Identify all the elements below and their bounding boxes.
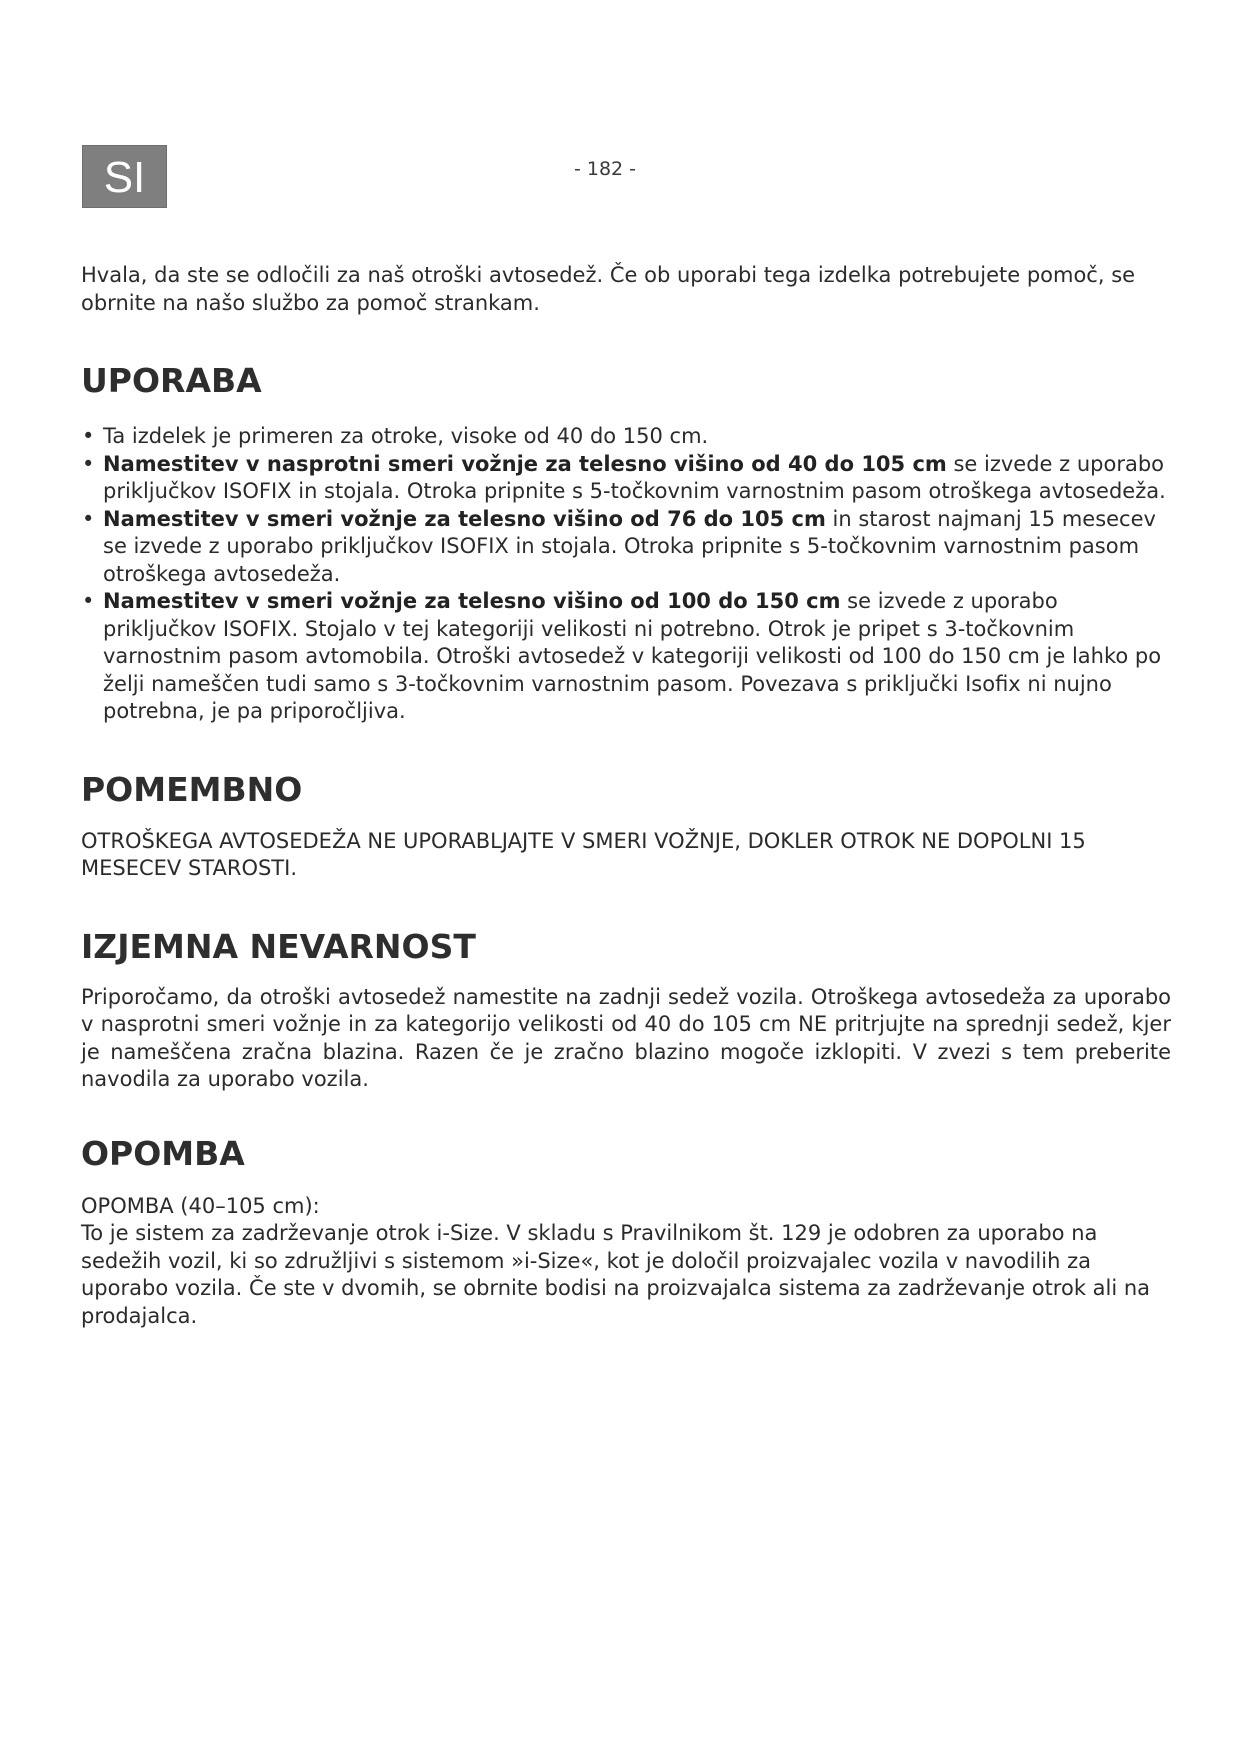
intro-paragraph: Hvala, da ste se odločili za naš otroški avtosedež. Če ob uporabi tega izdelka potrebujete pomoč, se obrnite na našo službo za pomoč strankam. [81,263,1136,315]
list-item-text: in starost najmanj 15 mesecev se izvede z uporabo priključkov ISOFIX in stojala. Otroka pripnite s 5-točkovnim varnostnim pasom otroškega avtosedeža. [103,506,1156,586]
usage-list [81,423,1171,726]
language-badge: SI [82,145,167,208]
list-item-bold: Namestitev v smeri vožnje za telesno višino od 76 do 105 cm [103,506,826,531]
document-body [81,262,1171,1330]
list-item [81,506,1171,589]
list-item-bold: Namestitev v smeri vožnje za telesno višino od 100 do 150 cm [103,589,841,613]
list-item-text: Ta izdelek je primeren za otroke, visoke od 40 do 150 cm. [103,424,709,448]
bullet-icon: • [82,589,95,613]
list-item-bold: Namestitev v nasprotni smeri vožnje za telesno višino od 40 do 105 cm [103,451,947,476]
note-subtitle: OPOMBA (40–105 cm): [81,1193,320,1218]
page-number: - 182 - [573,158,637,180]
list-item [81,451,1171,506]
list-item-text: se izvede z uporabo priključkov ISOFIX in stojala. Otroka pripnite s 5-točkovnim varnostnim pasom otroškega avtosedeža. [103,451,1166,503]
section-heading-nevarnost: IZJEMNA NEVARNOST [81,926,476,966]
bullet-icon: • [82,424,95,448]
section-heading-pomembno: POMEMBNO [81,769,303,809]
danger-paragraph: Priporočamo, da otroški avtosedež namestite na zadnji sedež vozila. Otroškega avtosedeža za uporabo v nasprotni smeri vožnje in za kategorijo velikosti od 40 do 105 cm NE pritrjujte na sprednji sedež, kjer je nameščena zračna blazina. Razen če je zračno blazino mogoče izklopiti. V zvezi s tem preberite navodila za uporabo vozila. [81,984,1171,1091]
important-paragraph: OTROŠKEGA AVTOSEDEŽA NE UPORABLJAJTE V SMERI VOŽNJE, DOKLER OTROK NE DOPOLNI 15 MESECEV STAROSTI. [81,828,1086,880]
bullet-icon: • [82,451,95,476]
bullet-icon: • [82,506,95,531]
section-heading-opomba: OPOMBA [81,1133,245,1173]
list-item [81,588,1171,726]
list-item [81,423,1171,451]
note-paragraph: To je sistem za zadrževanje otrok i-Size. V skladu s Pravilnikom št. 129 je odobren za uporabo na sedežih vozil, ki so združljivi s sistemom »i-Size«, kot je določil proizvajalec vozila v navodilih za uporabo vozila. Če ste v dvomih, se obrnite bodisi na proizvajalca sistema za zadrževanje otrok ali na prodajalca. [81,1221,1151,1328]
list-item-text: se izvede z uporabo priključkov ISOFIX. Stojalo v tej kategoriji velikosti ni potrebno. Otrok je pripet s 3-točkovnim varnostnim pasom avtomobila. Otroški avtosedež v kategoriji velikosti od 100 do 150 cm je lahko po želji nameščen tudi samo s 3-točkovnim varnostnim pasom. Povezava s priključki Isofix ni nujno potrebna, je pa priporočljiva. [103,589,1162,723]
section-heading-uporaba: UPORABA [81,361,262,400]
